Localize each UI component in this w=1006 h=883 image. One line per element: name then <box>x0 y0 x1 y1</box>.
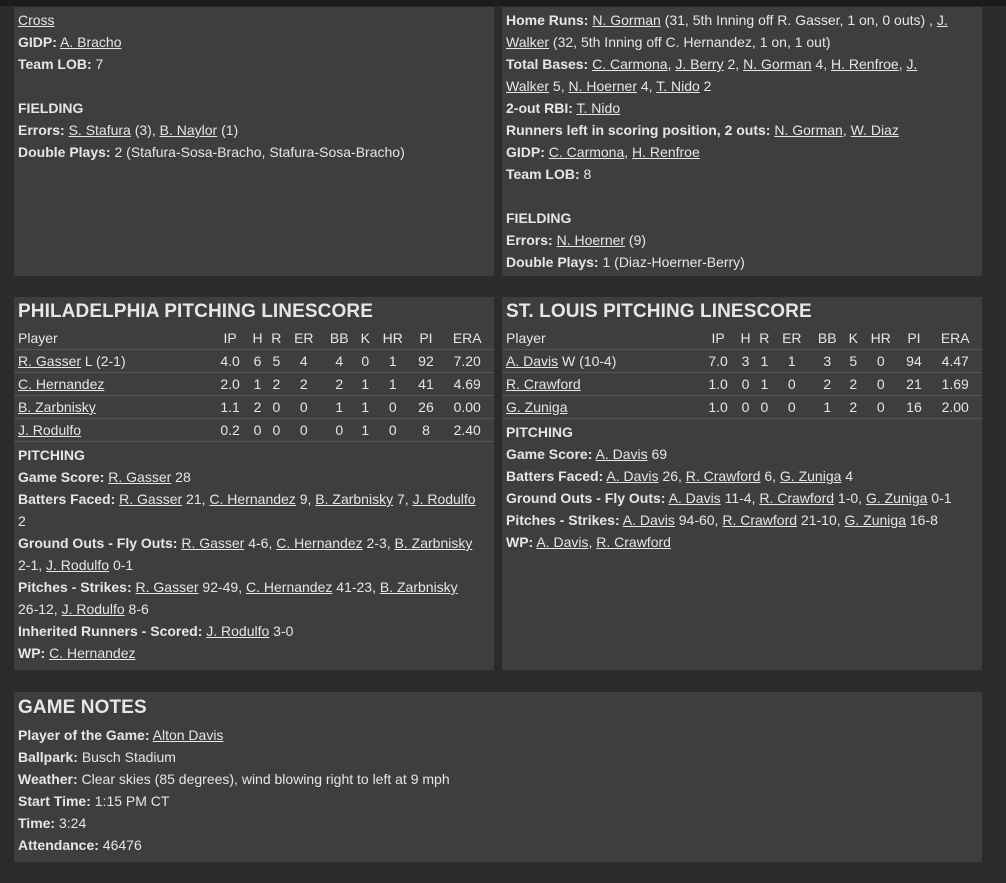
pitching-linescore-table <box>502 327 982 419</box>
team-lob-label: Team LOB: <box>18 56 92 72</box>
stat-cell-era: 7.20 <box>440 350 494 373</box>
player-link[interactable]: A. Davis <box>668 490 721 506</box>
column-header-hr: HR <box>862 327 900 350</box>
stat-cell-bb: 2 <box>322 373 357 396</box>
home-runs-label: Home Runs: <box>506 12 589 28</box>
home-runs-line-cont <box>506 31 978 53</box>
stat-cell-pi: 41 <box>412 373 441 396</box>
player-link[interactable]: N. Gorman <box>592 12 661 28</box>
stat-cell-bb: 1 <box>810 396 845 419</box>
batters-faced-line: Batters Faced: A. Davis 26, R. Crawford 6, G. Zuniga 4 <box>506 468 854 484</box>
top-bar <box>0 0 1006 6</box>
fielding-heading: FIELDING <box>506 210 572 226</box>
stat-cell-r: 5 <box>267 350 286 373</box>
table-row <box>502 396 982 419</box>
stat-cell-ip: 1.1 <box>212 396 248 419</box>
player-link[interactable]: C. Hernandez <box>209 491 296 507</box>
player-cell: R. Gasser L (2-1) <box>14 350 212 373</box>
table-row <box>14 350 494 373</box>
stat-cell-ip: 2.0 <box>212 373 248 396</box>
stat-cell-hr: 0 <box>862 396 900 419</box>
player-link[interactable]: J. Rodulfo <box>18 422 82 438</box>
player-link[interactable]: Walker <box>506 78 550 94</box>
stat-cell-ip: 4.0 <box>212 350 248 373</box>
player-link[interactable]: N. Hoerner <box>568 78 637 94</box>
table-row <box>14 373 494 396</box>
home-batting-notes-panel <box>502 7 982 276</box>
stl-pitching-panel <box>502 297 982 670</box>
team-lob-value: 7 <box>95 56 104 72</box>
player-link[interactable]: R. Crawford <box>722 512 798 528</box>
player-link[interactable]: C. Carmona <box>548 144 625 160</box>
ballpark-line: Ballpark: Busch Stadium <box>18 749 176 765</box>
player-cell <box>14 419 212 442</box>
game-score-line: Game Score: A. Davis 69 <box>506 446 668 462</box>
stat-cell-hr: 1 <box>374 350 412 373</box>
player-link[interactable]: J. Rodulfo <box>46 557 110 573</box>
stat-cell-k: 1 <box>357 419 374 442</box>
team-lob-label: Team LOB: <box>506 166 580 182</box>
player-link[interactable]: R. Crawford <box>506 376 581 392</box>
total-bases-line: Total Bases: C. Carmona, J. Berry 2, N. Gorman 4, H. Renfroe, J. <box>506 56 918 72</box>
attendance-line: Attendance: 46476 <box>18 837 142 853</box>
column-header-ip: IP <box>212 327 248 350</box>
stat-cell-pi: 92 <box>412 350 441 373</box>
player-link[interactable]: R. Gasser <box>119 491 183 507</box>
player-link[interactable]: R. Gasser <box>135 579 199 595</box>
column-header-r: R <box>267 327 286 350</box>
player-link[interactable]: A. Davis <box>536 534 589 550</box>
stat-cell-hr: 0 <box>862 350 900 373</box>
two-out-rbi-line <box>506 97 978 119</box>
stat-cell-era: 2.00 <box>928 396 982 419</box>
panel-title: GAME NOTES <box>18 697 147 718</box>
team-lob-value: 8 <box>583 166 592 182</box>
player-link[interactable]: R. Gasser <box>181 535 245 551</box>
cross-line <box>18 9 490 31</box>
pitching-heading: PITCHING <box>506 424 573 440</box>
stat-cell-h: 0 <box>736 396 755 419</box>
column-header-bb: BB <box>322 327 357 350</box>
player-cell <box>502 396 700 419</box>
player-cell <box>14 396 212 419</box>
player-link[interactable]: G. Zuniga <box>865 490 928 506</box>
ground-fly-line: Ground Outs - Fly Outs: R. Gasser 4-6, C. Hernandez 2-3, B. Zarbnisky <box>18 535 473 551</box>
player-link[interactable]: H. Renfroe <box>831 56 899 72</box>
stat-cell-pi: 21 <box>900 373 929 396</box>
stat-cell-ip: 1.0 <box>700 396 736 419</box>
player-link[interactable]: A. Bracho <box>60 34 122 50</box>
panel-title: PHILADELPHIA PITCHING LINESCORE <box>18 301 373 322</box>
stat-cell-ip: 0.2 <box>212 419 248 442</box>
stat-cell-bb: 1 <box>322 396 357 419</box>
stat-cell-er: 1 <box>774 350 810 373</box>
panel-title: ST. LOUIS PITCHING LINESCORE <box>506 301 812 322</box>
player-link[interactable]: R. Gasser <box>18 353 82 369</box>
player-link[interactable]: Walker <box>506 34 550 50</box>
stat-cell-hr: 0 <box>862 373 900 396</box>
player-link[interactable]: Alton Davis <box>152 727 224 743</box>
column-header-k: K <box>845 327 862 350</box>
player-link[interactable]: C. Carmona <box>592 56 668 72</box>
column-header-er: ER <box>286 327 322 350</box>
game-notes-panel <box>14 692 982 862</box>
stat-cell-era: 2.40 <box>440 419 494 442</box>
column-header-bb: BB <box>810 327 845 350</box>
column-header-k: K <box>357 327 374 350</box>
player-link[interactable]: C. Hernandez <box>49 645 136 661</box>
pitches-strikes-line-cont: 26-12, J. Rodulfo 8-6 <box>18 601 149 617</box>
stat-cell-bb: 4 <box>322 350 357 373</box>
batters-faced-line-cont: 2 <box>18 513 26 529</box>
stat-cell-bb: 3 <box>810 350 845 373</box>
pitching-heading: PITCHING <box>18 447 85 463</box>
player-link[interactable]: B. Zarbnisky <box>315 491 394 507</box>
player-link[interactable]: G. Zuniga <box>779 468 842 484</box>
stat-cell-k: 5 <box>845 350 862 373</box>
game-score-line: Game Score: R. Gasser 28 <box>18 469 191 485</box>
errors-line: Errors: N. Hoerner (9) <box>506 232 647 248</box>
player-link[interactable]: J. Rodulfo <box>61 601 125 617</box>
column-header-pi: PI <box>412 327 441 350</box>
stat-cell-h: 2 <box>248 396 267 419</box>
stat-cell-r: 1 <box>755 350 774 373</box>
inherited-runners-line: Inherited Runners - Scored: J. Rodulfo 3-0 <box>18 623 294 639</box>
player-link[interactable]: R. Crawford <box>759 490 835 506</box>
stat-cell-er: 0 <box>286 396 322 419</box>
game-time-line: Time: 3:24 <box>18 815 87 831</box>
stat-cell-k: 2 <box>845 373 862 396</box>
pitching-linescore-table <box>14 327 494 442</box>
player-link[interactable]: N. Hoerner <box>556 232 626 248</box>
player-link[interactable]: N. Gorman <box>774 122 843 138</box>
phi-pitching-panel <box>14 297 494 670</box>
stat-cell-hr: 0 <box>374 396 412 419</box>
player-link[interactable]: J. Berry <box>675 56 724 72</box>
table-row <box>14 419 494 442</box>
stat-cell-era: 0.00 <box>440 396 494 419</box>
errors-label: Errors: <box>506 232 553 248</box>
stat-cell-er: 4 <box>286 350 322 373</box>
batters-faced-line: Batters Faced: R. Gasser 21, C. Hernandez 9, B. Zarbnisky 7, J. Rodulfo <box>18 491 476 507</box>
stat-cell-k: 1 <box>357 373 374 396</box>
gidp-label: GIDP: <box>18 34 57 50</box>
player-link[interactable]: B. Zarbnisky <box>379 579 458 595</box>
stat-cell-era: 4.47 <box>928 350 982 373</box>
double-plays-value: 2 (Stafura-Sosa-Bracho, Stafura-Sosa-Bracho) <box>114 144 405 160</box>
column-header-pi: PI <box>900 327 929 350</box>
ground-fly-line-cont: 2-1, J. Rodulfo 0-1 <box>18 557 134 573</box>
home-runs-line <box>506 9 978 31</box>
gidp-line: GIDP: C. Carmona, H. Renfroe <box>506 144 700 160</box>
column-header-h: H <box>736 327 755 350</box>
rlisp-line: Runners left in scoring position, 2 outs: N. Gorman, W. Diaz <box>506 122 899 138</box>
stat-cell-er: 0 <box>286 419 322 442</box>
column-header-era: ERA <box>928 327 982 350</box>
player-link[interactable]: B. Zarbnisky <box>18 399 96 415</box>
stat-cell-r: 1 <box>755 373 774 396</box>
player-link[interactable]: G. Zuniga <box>506 399 568 415</box>
player-link[interactable]: G. Zuniga <box>844 512 906 528</box>
double-plays-line <box>18 141 490 163</box>
ground-fly-line: Ground Outs - Fly Outs: A. Davis 11-4, R. Crawford 1-0, G. Zuniga 0-1 <box>506 490 952 506</box>
stat-cell-k: 0 <box>357 350 374 373</box>
stat-cell-pi: 16 <box>900 396 929 419</box>
team-lob-line <box>18 53 490 75</box>
two-out-rbi-label: 2-out RBI: <box>506 100 573 116</box>
player-link[interactable]: A. Davis <box>622 512 675 528</box>
player-link[interactable]: R. Crawford <box>596 534 671 550</box>
hr-detail: (31, 5th Inning off R. Gasser, 1 on, 0 outs) , <box>660 12 937 28</box>
player-link[interactable]: H. Renfroe <box>632 144 700 160</box>
player-link[interactable]: Cross <box>18 12 55 28</box>
player-cell <box>14 373 212 396</box>
player-link[interactable]: J. Rodulfo <box>412 491 476 507</box>
stat-cell-hr: 0 <box>374 419 412 442</box>
player-link[interactable]: C. Hernandez <box>276 535 363 551</box>
player-of-game-line: Player of the Game: Alton Davis <box>18 727 224 743</box>
table-row <box>502 373 982 396</box>
player-link[interactable]: C. Hernandez <box>18 376 105 392</box>
column-header-r: R <box>755 327 774 350</box>
player-cell <box>502 373 700 396</box>
stat-cell-r: 0 <box>267 396 286 419</box>
player-link[interactable]: R. Crawford <box>685 468 761 484</box>
player-link[interactable]: S. Stafura <box>68 122 131 138</box>
player-link[interactable]: A. Davis <box>606 468 659 484</box>
rlisp-label: Runners left in scoring position, 2 outs: <box>506 122 771 138</box>
stat-cell-h: 6 <box>248 350 267 373</box>
double-plays-label: Double Plays: <box>506 254 599 270</box>
start-time-line: Start Time: 1:15 PM CT <box>18 793 170 809</box>
away-batting-notes-panel <box>14 7 494 276</box>
player-link[interactable]: N. Gorman <box>743 56 812 72</box>
total-bases-line-cont: Walker 5, N. Hoerner 4, T. Nido 2 <box>506 78 712 94</box>
stat-cell-er: 2 <box>286 373 322 396</box>
stat-cell-k: 2 <box>845 396 862 419</box>
stat-cell-h: 1 <box>248 373 267 396</box>
stat-cell-k: 1 <box>357 396 374 419</box>
pitches-strikes-line: Pitches - Strikes: R. Gasser 92-49, C. Hernandez 41-23, B. Zarbnisky <box>18 579 458 595</box>
stat-cell-era: 1.69 <box>928 373 982 396</box>
pitches-strikes-line: Pitches - Strikes: A. Davis 94-60, R. Crawford 21-10, G. Zuniga 16-8 <box>506 512 938 528</box>
stat-cell-bb: 0 <box>322 419 357 442</box>
column-header-era: ERA <box>440 327 494 350</box>
stat-cell-pi: 94 <box>900 350 929 373</box>
errors-line <box>18 119 490 141</box>
table-row <box>14 396 494 419</box>
double-plays-label: Double Plays: <box>18 144 111 160</box>
stat-cell-bb: 2 <box>810 373 845 396</box>
column-header-h: H <box>248 327 267 350</box>
player-link[interactable]: J. Rodulfo <box>206 623 270 639</box>
total-bases-label: Total Bases: <box>506 56 589 72</box>
table-row <box>502 350 982 373</box>
column-header-player: Player <box>502 327 700 350</box>
player-link[interactable]: A. Davis <box>506 353 559 369</box>
player-link[interactable]: T. Nido <box>656 78 700 94</box>
stat-cell-h: 0 <box>248 419 267 442</box>
player-link[interactable]: C. Hernandez <box>246 579 333 595</box>
player-link[interactable]: A. Davis <box>595 446 648 462</box>
double-plays-value: 1 (Diaz-Hoerner-Berry) <box>602 254 745 270</box>
player-link[interactable]: T. Nido <box>576 100 621 116</box>
column-header-player: Player <box>14 327 212 350</box>
column-header-ip: IP <box>700 327 736 350</box>
weather-line: Weather: Clear skies (85 degrees), wind blowing right to left at 9 mph <box>18 771 450 787</box>
player-link[interactable]: W. Diaz <box>850 122 899 138</box>
fielding-heading: FIELDING <box>18 100 84 116</box>
stat-cell-ip: 7.0 <box>700 350 736 373</box>
stat-cell-pi: 26 <box>412 396 441 419</box>
table-header-row <box>502 327 982 350</box>
player-cell: A. Davis W (10-4) <box>502 350 700 373</box>
stat-cell-hr: 1 <box>374 373 412 396</box>
stat-cell-ip: 1.0 <box>700 373 736 396</box>
stat-cell-h: 3 <box>736 350 755 373</box>
stat-cell-r: 0 <box>267 419 286 442</box>
player-link[interactable]: B. Zarbnisky <box>394 535 473 551</box>
wild-pitch-line: WP: C. Hernandez <box>18 645 136 661</box>
stat-cell-r: 2 <box>267 373 286 396</box>
hr-detail: (32, 5th Inning off C. Hernandez, 1 on, 1 out) <box>549 34 831 50</box>
column-header-hr: HR <box>374 327 412 350</box>
player-link[interactable]: R. Gasser <box>108 469 172 485</box>
stat-cell-h: 0 <box>736 373 755 396</box>
column-header-er: ER <box>774 327 810 350</box>
stat-cell-pi: 8 <box>412 419 441 442</box>
double-plays-line <box>506 251 978 273</box>
stat-cell-r: 0 <box>755 396 774 419</box>
player-link[interactable]: J. <box>936 12 948 28</box>
player-link[interactable]: B. Naylor <box>159 122 218 138</box>
errors-list: S. Stafura (3), B. Naylor (1) <box>68 122 239 138</box>
gidp-label: GIDP: <box>506 144 545 160</box>
wild-pitch-line: WP: A. Davis, R. Crawford <box>506 534 671 550</box>
gidp-line <box>18 31 490 53</box>
team-lob-line <box>506 163 978 185</box>
stat-cell-er: 0 <box>774 396 810 419</box>
errors-label: Errors: <box>18 122 65 138</box>
stat-cell-era: 4.69 <box>440 373 494 396</box>
table-header-row <box>14 327 494 350</box>
stat-cell-er: 0 <box>774 373 810 396</box>
player-link[interactable]: J. <box>906 56 918 72</box>
